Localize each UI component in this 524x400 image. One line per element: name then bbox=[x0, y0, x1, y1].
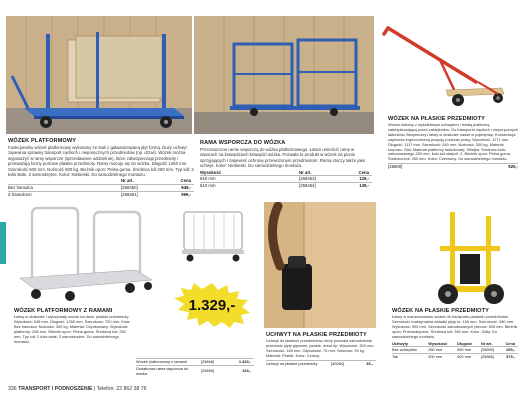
row-art: [258453] bbox=[299, 176, 342, 183]
yellow-panel-cart-title: WÓZEK NA PŁASKIE PRZEDMIOTY bbox=[392, 308, 489, 314]
handle-title: UCHWYT NA PŁASKIE PRZEDMIOTY bbox=[266, 332, 367, 338]
yellow-panel-cart-description: Łatwy w manewrowaniu wózek do transportu płaskich przedmiotów. Szerokość maksymalna wkładki płyty to: 165 mm. Szerokość: 380 mm. Wysokość: 900 mm. Szerokość zabudowanych pleców: 505 mm. Bieżnik opon: Pneumatyczne. Średnica kół: 260 mm. Kolor: Żółty. Do samodzielnego montażu. bbox=[392, 314, 518, 339]
row-height: 260 mm bbox=[428, 347, 457, 354]
frame-cart-section bbox=[14, 308, 132, 344]
row-price: 129,- bbox=[342, 176, 372, 183]
row-label: Uchwyt na płaskie przedmioty bbox=[266, 360, 331, 366]
frame-cart-table bbox=[136, 358, 254, 377]
frame-cart-table-wrap bbox=[136, 358, 254, 377]
row-art: [25865] bbox=[481, 353, 502, 359]
row-handles: Bez uchwytów bbox=[392, 347, 428, 354]
frame-cart-title: WÓZEK PLATFORMOWY Z RAMAMI bbox=[14, 308, 113, 314]
table-row bbox=[392, 353, 518, 359]
platform-cart-table bbox=[8, 178, 194, 197]
table-row bbox=[136, 359, 254, 366]
section-tab bbox=[0, 222, 6, 264]
row-art: [258454] bbox=[299, 182, 342, 188]
col-header-price: Cena bbox=[180, 178, 191, 184]
row-art: [25860] bbox=[388, 164, 403, 170]
row-art: [258451] bbox=[121, 191, 164, 197]
row-label: Dodatkowa rama wsporcza do wózka bbox=[136, 365, 201, 377]
section-name: TRANSPORT I PODNOSZENIE bbox=[18, 386, 93, 392]
col-header-length: Długość bbox=[457, 340, 473, 346]
row-label: Bez hamulca bbox=[8, 185, 121, 192]
frame-cart-photo bbox=[10, 200, 160, 304]
row-price: 1.329,- bbox=[228, 359, 254, 366]
row-price: 299,- bbox=[502, 347, 518, 354]
platform-cart-photo bbox=[6, 16, 192, 134]
row-label: Wózek platformowy z ramami bbox=[136, 359, 201, 366]
row-art: [25869] bbox=[201, 365, 228, 377]
row-art: [40084] bbox=[331, 360, 359, 366]
table-row bbox=[392, 347, 518, 354]
table-row bbox=[8, 185, 194, 192]
row-price: 36,- bbox=[359, 360, 376, 366]
support-frame-title: RAMA WSPORCZA DO WÓZKA bbox=[200, 140, 286, 146]
col-header-height: Wysokość bbox=[200, 169, 222, 175]
col-header-art: Nr art. bbox=[299, 169, 312, 175]
row-price: 949,- bbox=[164, 185, 194, 192]
page-footer bbox=[8, 386, 147, 392]
handle-description: Uchwyt do płaskich przedmiotów, który pozwala samodzielnie przenosić płyty gipsowe, panele, drzwi itp. Wysokość: 300 mm. Szerokość: 165 mm. Głębokość: 75 mm. Nośność: 90 kg. Materiał: Plastik. Kolor: Czarny. bbox=[266, 338, 375, 358]
row-art: [25868] bbox=[201, 359, 228, 366]
col-header-art: Nr art. bbox=[121, 178, 134, 184]
row-art: [25859] bbox=[481, 347, 502, 354]
row-label: 510 mm bbox=[200, 182, 299, 188]
col-header-art: Nr art. bbox=[480, 340, 493, 346]
burst-price-text: 1.329,- bbox=[188, 297, 236, 314]
row-price: 379,- bbox=[502, 353, 518, 359]
support-frame-description: Przeznaczone ramie wsporczą do wózka platformowego. Łatwo umieścić ramę w otworach na krawędziach krawędzi wózka. Pozwala to produkt w wózek na pionie sprzyjających i zapewnić ochronę przewożonym przedmiotom. Rama stoczy także jako uchwyt. Kolor: Niebieski. Do samodzielnego montażu. bbox=[200, 147, 366, 169]
red-panel-cart-title: WÓZEK NA PŁASKIE PRZEDMIOTY bbox=[388, 116, 485, 122]
yellow-panel-cart-photo bbox=[390, 206, 518, 306]
support-frame-table bbox=[200, 170, 372, 189]
row-price: 920,- bbox=[508, 164, 518, 170]
frame-cart-description: Łatwy w obsłudze i wytrzymały wózek na duże, płaskie przedmioty. Wysokość: 945 mm. Długość: 1250 mm. Szerokość: 700 mm. Koła: Bez hamulca. Nośność: 300 kg. Materiał: Ocynkowany. Wysokość platformy: 265 mm. Bieżnik opon: Pełna guma. Średnica kół: 250 mm. Typ kół: 2 koła stałe, 2 samoskrętne. Do samodzielnego montażu. bbox=[14, 314, 131, 344]
col-header-price: Cena bbox=[358, 169, 369, 175]
table-row bbox=[200, 176, 372, 183]
red-panel-cart-price-row bbox=[388, 163, 518, 170]
support-frame-photo bbox=[194, 16, 374, 134]
platform-cart-section bbox=[8, 138, 194, 197]
row-price: 999,- bbox=[164, 191, 194, 197]
price-burst bbox=[172, 282, 252, 328]
row-handles: Tak bbox=[392, 353, 428, 359]
handle-table bbox=[266, 360, 376, 367]
red-panel-cart-photo bbox=[380, 18, 518, 114]
row-price: 129,- bbox=[228, 365, 254, 377]
table-row bbox=[8, 191, 194, 197]
table-row bbox=[136, 365, 254, 377]
row-label: Z hamulcem bbox=[8, 191, 121, 197]
handle-photo bbox=[264, 202, 376, 328]
table-row bbox=[266, 360, 376, 366]
red-panel-cart-description: Wózek stalowy z wyściełanym uchwytem i trwałą platformą zabezpieczającą przed zaklejeniem. Do transportu ciężkich i nieporęcznych ładunków. Bezpieczny i łatwy w obsłudze nawet w pojedynkę. Konstrukcja zapewnia ergonomiczną pozycję podczas pracy. Wysokość: 1171 mm. Długość: 1117 mm. Szerokość: 540 mm. Nośność: 300 kg. Materiał korpusu: Stal. Materiał platformy ładunkowej: Sklejka. Średnica koła: zabudowanego 250 mm, koło kół stałych: 2. Bieżnik opon: Pełna guma. Średnica kół: 250 mm. Kolor: Czerwony. Do samodzielnego montażu. bbox=[388, 122, 518, 162]
page-number: 336 bbox=[8, 386, 17, 392]
table-row bbox=[200, 182, 372, 188]
phone-text: Telefon: 22 862 38 76 bbox=[96, 386, 147, 392]
col-header-price: Cena bbox=[505, 340, 515, 346]
row-length: 500 mm bbox=[457, 353, 481, 359]
col-header-handles: Uchwyty bbox=[392, 340, 408, 346]
row-art: [258450] bbox=[121, 185, 164, 192]
col-header-height: Wysokość bbox=[428, 340, 448, 346]
yellow-panel-cart-section bbox=[392, 308, 518, 359]
support-frame-section bbox=[200, 140, 372, 188]
red-panel-cart-section bbox=[388, 116, 518, 170]
yellow-panel-cart-table bbox=[392, 341, 518, 360]
row-length: 490 mm bbox=[457, 347, 481, 354]
handle-section bbox=[266, 332, 376, 366]
platform-cart-description: Funkcjonalny wózek platformowy wykonany ze stali z galwanizowaną płyt formą. Duży uchwyt zapewnia sprawny transport ciężkich i nieporęcznych przedmiotów (np. drzwi). Wózek można wyposażyć w ramy wsporcze (sprzedawane oddzielnie), które zabezpieczają przedmioty i przeważają formy portowe płaskie przedmioty. Ramy mocuje się do wózka. Długość 1250 mm. Szerokość 600 mm. Nośność 600 kg. Bieżnik opon: Pełna guma. Średnica kół 200 mm. Typ kół: 2 koła stałe, 2 samoskrętne. Kolor: Niebieski. Do samodzielnego montażu. bbox=[8, 145, 194, 178]
row-label: 610 mm bbox=[200, 176, 299, 183]
row-height: 900 mm bbox=[428, 353, 457, 359]
platform-cart-title: WÓZEK PLATFORMOWY bbox=[8, 138, 77, 144]
frame-cart-detail-photo bbox=[176, 206, 250, 266]
row-price: 139,- bbox=[342, 182, 372, 188]
footer-separator: | bbox=[93, 386, 96, 392]
